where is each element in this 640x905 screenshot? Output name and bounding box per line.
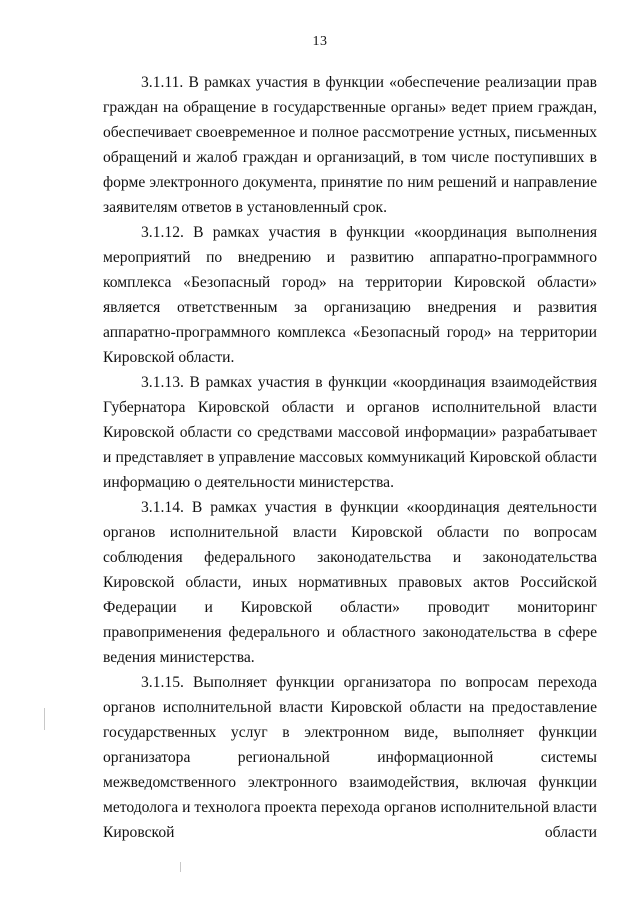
paragraph-3-1-13: 3.1.13. В рамках участия в функции «координация взаимодействия Губернатора Кировской области и органов исполнительной власти Кировской области со средствами массовой информации» разрабатывает и представляет в управление массовых коммуникаций Кировской области информацию о деятельности министерства. <box>103 374 597 491</box>
paragraph-3-1-11: 3.1.11. В рамках участия в функции «обеспечение реализации прав граждан на обращение в государственные органы» ведет прием граждан, обеспечивает своевременное и полное рассмотрение устных, письменных обращений и жалоб граждан и организаций, в том числе поступивших в форме электронного документа, принятие по ним решений и направление заявителям ответов в установленный срок. <box>103 74 597 216</box>
paragraph-3-1-14: 3.1.14. В рамках участия в функции «координация деятельности органов исполнительной власти Кировской области по вопросам соблюдения федерального законодательства и законодательства Кировской области, иных нормативных правовых актов Российской Федерации и Кировской области» проводит мониторинг правоприменения федерального и областного законодательства в сфере ведения министерства. <box>103 499 597 666</box>
scan-artifact-left <box>44 708 45 730</box>
scan-artifact-bottom <box>180 862 181 872</box>
document-body <box>103 70 597 845</box>
page-number: 13 <box>312 34 328 49</box>
paragraph-3-1-12: 3.1.12. В рамках участия в функции «координация выполнения мероприятий по внедрению и развитию аппаратно-программного комплекса «Безопасный город» на территории Кировской области» является ответственным за организацию внедрения и развития аппаратно-программного комплекса «Безопасный город» на территории Кировской области. <box>103 224 597 366</box>
paragraph-3-1-15: 3.1.15. Выполняет функции организатора по вопросам перехода органов исполнительной власти Кировской области на предоставление государственных услуг в электронном виде, выполняет функции организатора региональной информационной системы межведомственного электронного взаимодействия, включая функции методолога и технолога проекта перехода органов исполнительной власти Кировской области <box>103 674 597 841</box>
